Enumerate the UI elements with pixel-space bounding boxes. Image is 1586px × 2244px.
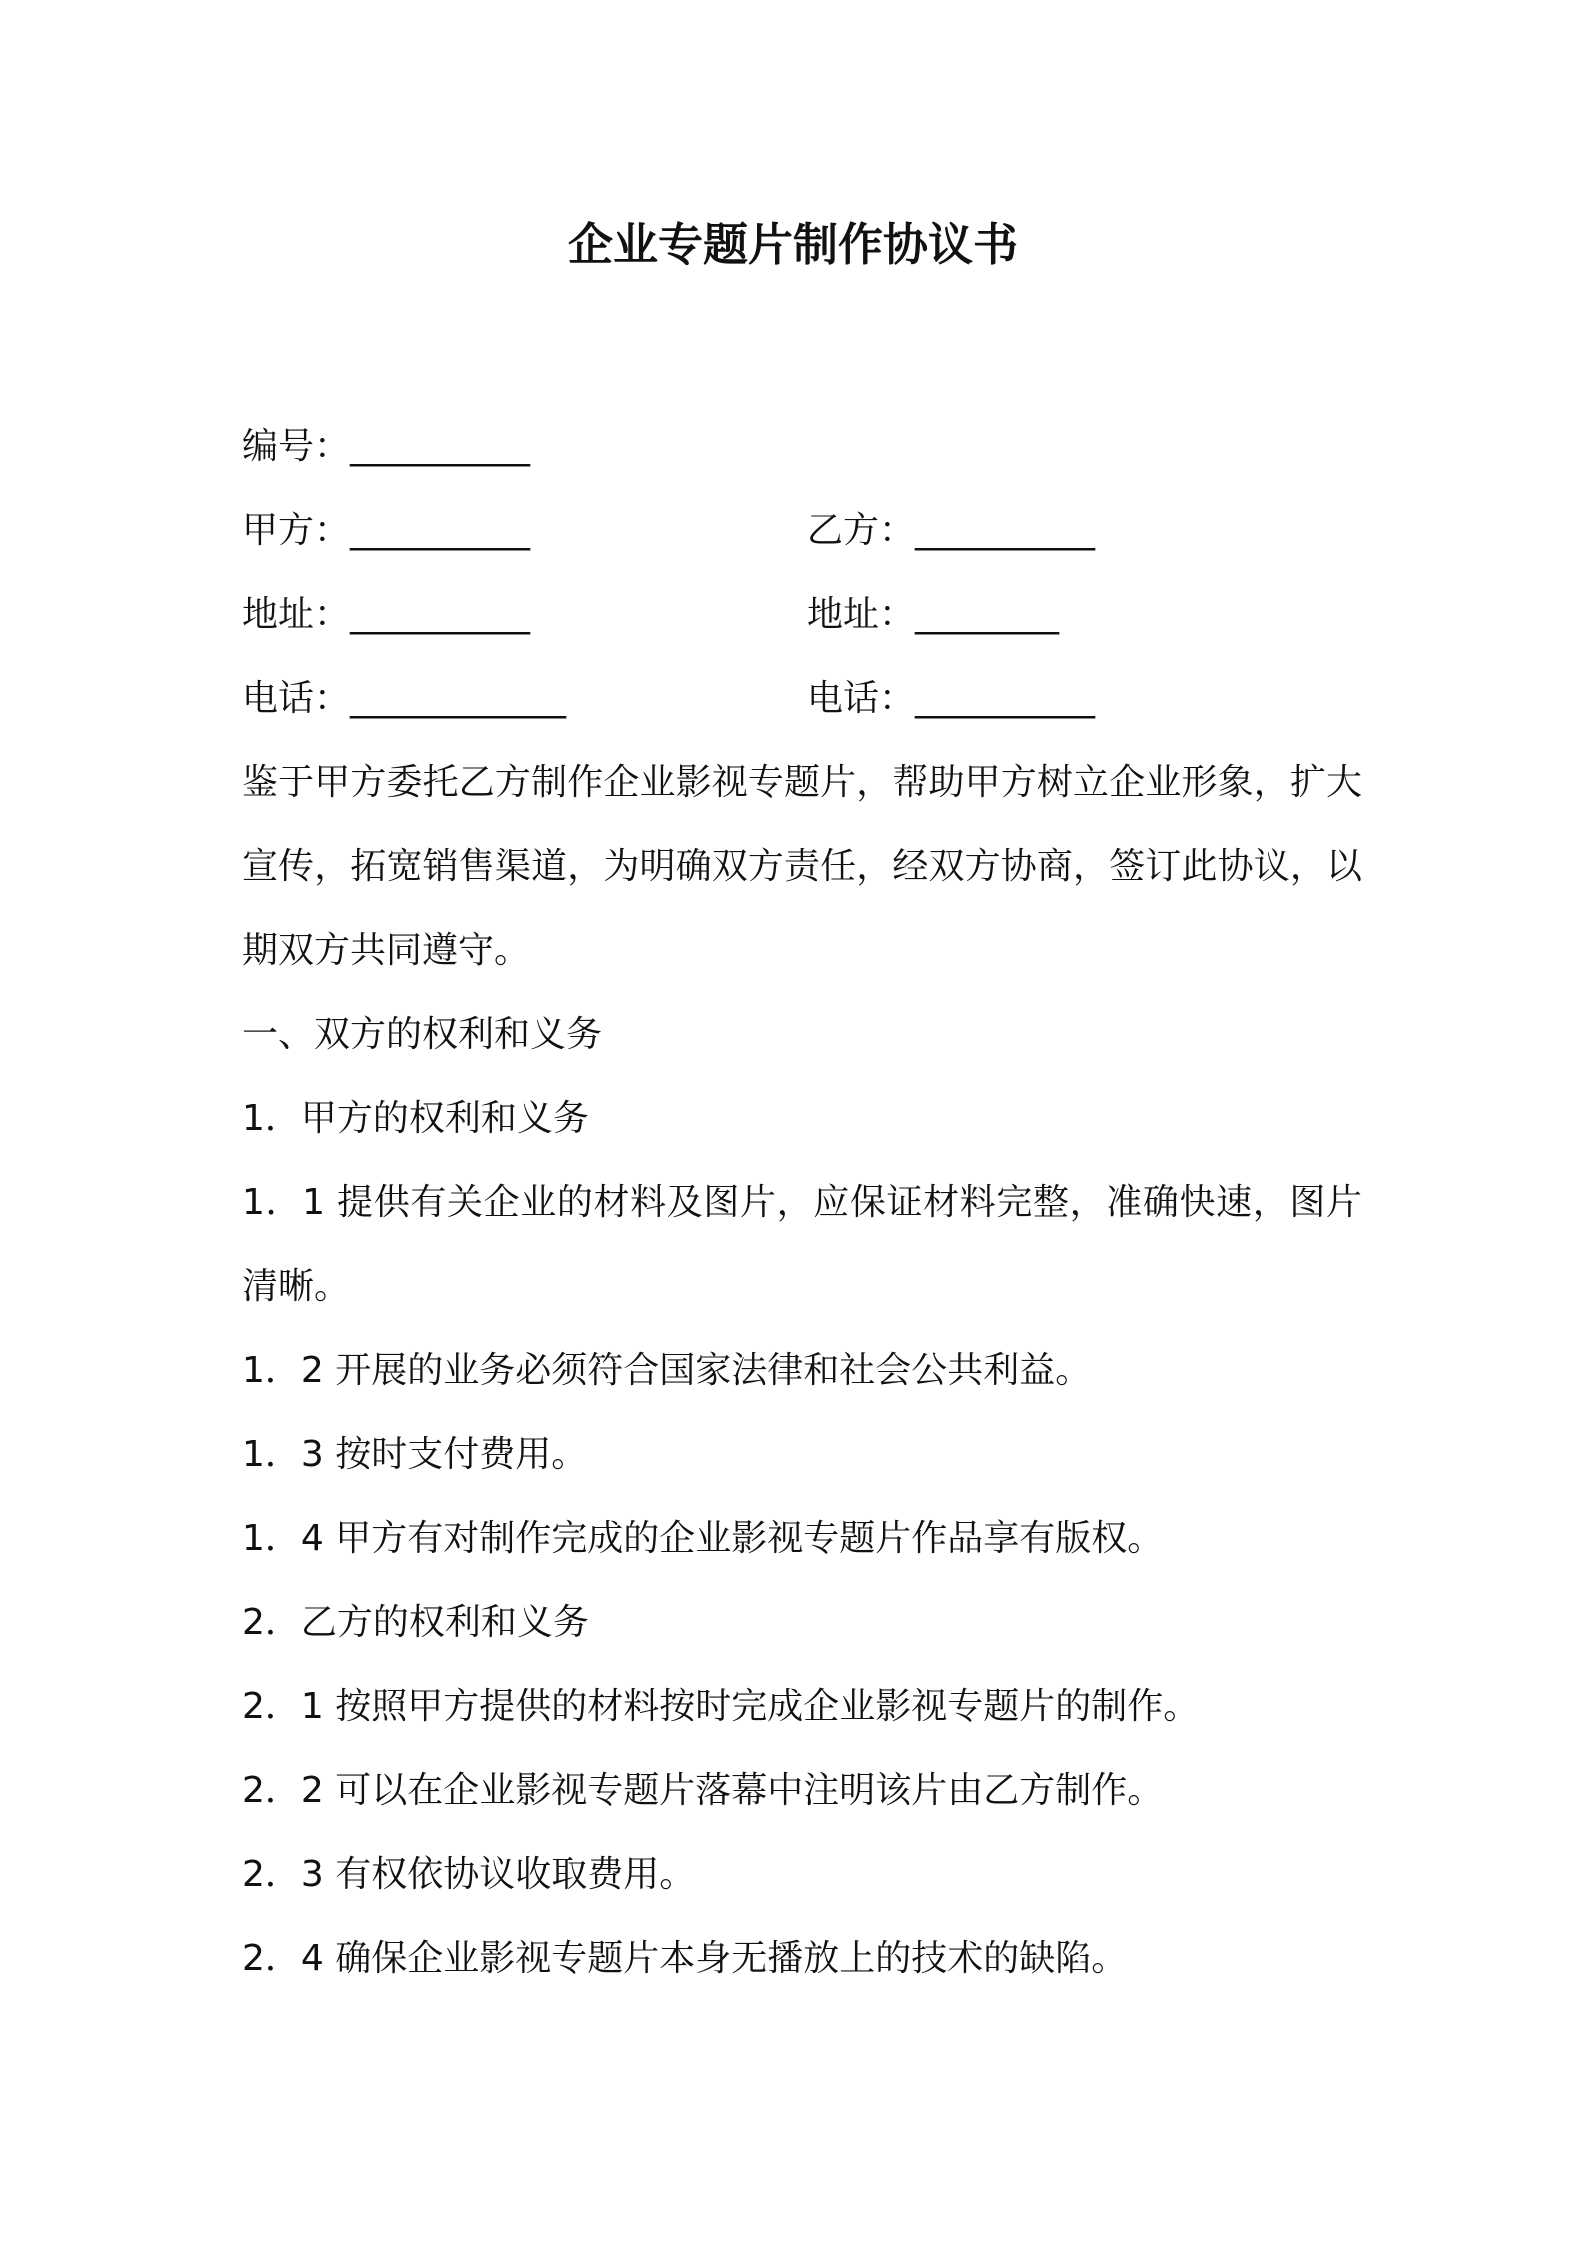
clause-2-4: 2．4 确保企业影视专题片本身无播放上的技术的缺陷。 bbox=[242, 1938, 1128, 1979]
document-body bbox=[242, 405, 1362, 2001]
clause-2-2: 2．2 可以在企业影视专题片落幕中注明该片由乙方制作。 bbox=[242, 1770, 1164, 1811]
parties-row bbox=[242, 489, 1362, 573]
phone-row bbox=[242, 657, 1362, 741]
clause-1-3: 1．3 按时支付费用。 bbox=[242, 1434, 588, 1475]
address-b-field: 地址：________ bbox=[807, 594, 1060, 635]
document-title: 企业专题片制作协议书 bbox=[567, 218, 1018, 271]
clause-2-1: 2．1 按照甲方提供的材料按时完成企业影视专题片的制作。 bbox=[242, 1686, 1200, 1727]
party-a-field: 甲方：__________ bbox=[242, 510, 531, 551]
party-a-heading: 1．甲方的权利和义务 bbox=[242, 1098, 589, 1139]
phone-b-field: 电话：__________ bbox=[807, 678, 1096, 719]
number-field: 编号：__________ bbox=[242, 426, 531, 467]
number-row bbox=[242, 405, 1362, 489]
clause-1-2: 1．2 开展的业务必须符合国家法律和社会公共利益。 bbox=[242, 1350, 1092, 1391]
clause-2-3: 2．3 有权依协议收取费用。 bbox=[242, 1854, 696, 1895]
clause-1-4: 1．4 甲方有对制作完成的企业影视专题片作品享有版权。 bbox=[242, 1518, 1164, 1559]
party-b-field: 乙方：__________ bbox=[807, 510, 1096, 551]
address-a-field: 地址：__________ bbox=[242, 594, 531, 635]
phone-a-field: 电话：____________ bbox=[242, 678, 567, 719]
intro-paragraph: 鉴于甲方委托乙方制作企业影视专题片，帮助甲方树立企业形象，扩大宣传，拓宽销售渠道，为明确双方责任，经双方协商，签订此协议，以期双方共同遵守。 bbox=[242, 762, 1362, 971]
section-heading: 一、双方的权利和义务 bbox=[242, 1014, 603, 1055]
party-b-heading: 2．乙方的权利和义务 bbox=[242, 1602, 589, 1643]
clause-1-1: 1．1 提供有关企业的材料及图片，应保证材料完整，准确快速，图片清晰。 bbox=[242, 1182, 1362, 1307]
address-row bbox=[242, 573, 1362, 657]
